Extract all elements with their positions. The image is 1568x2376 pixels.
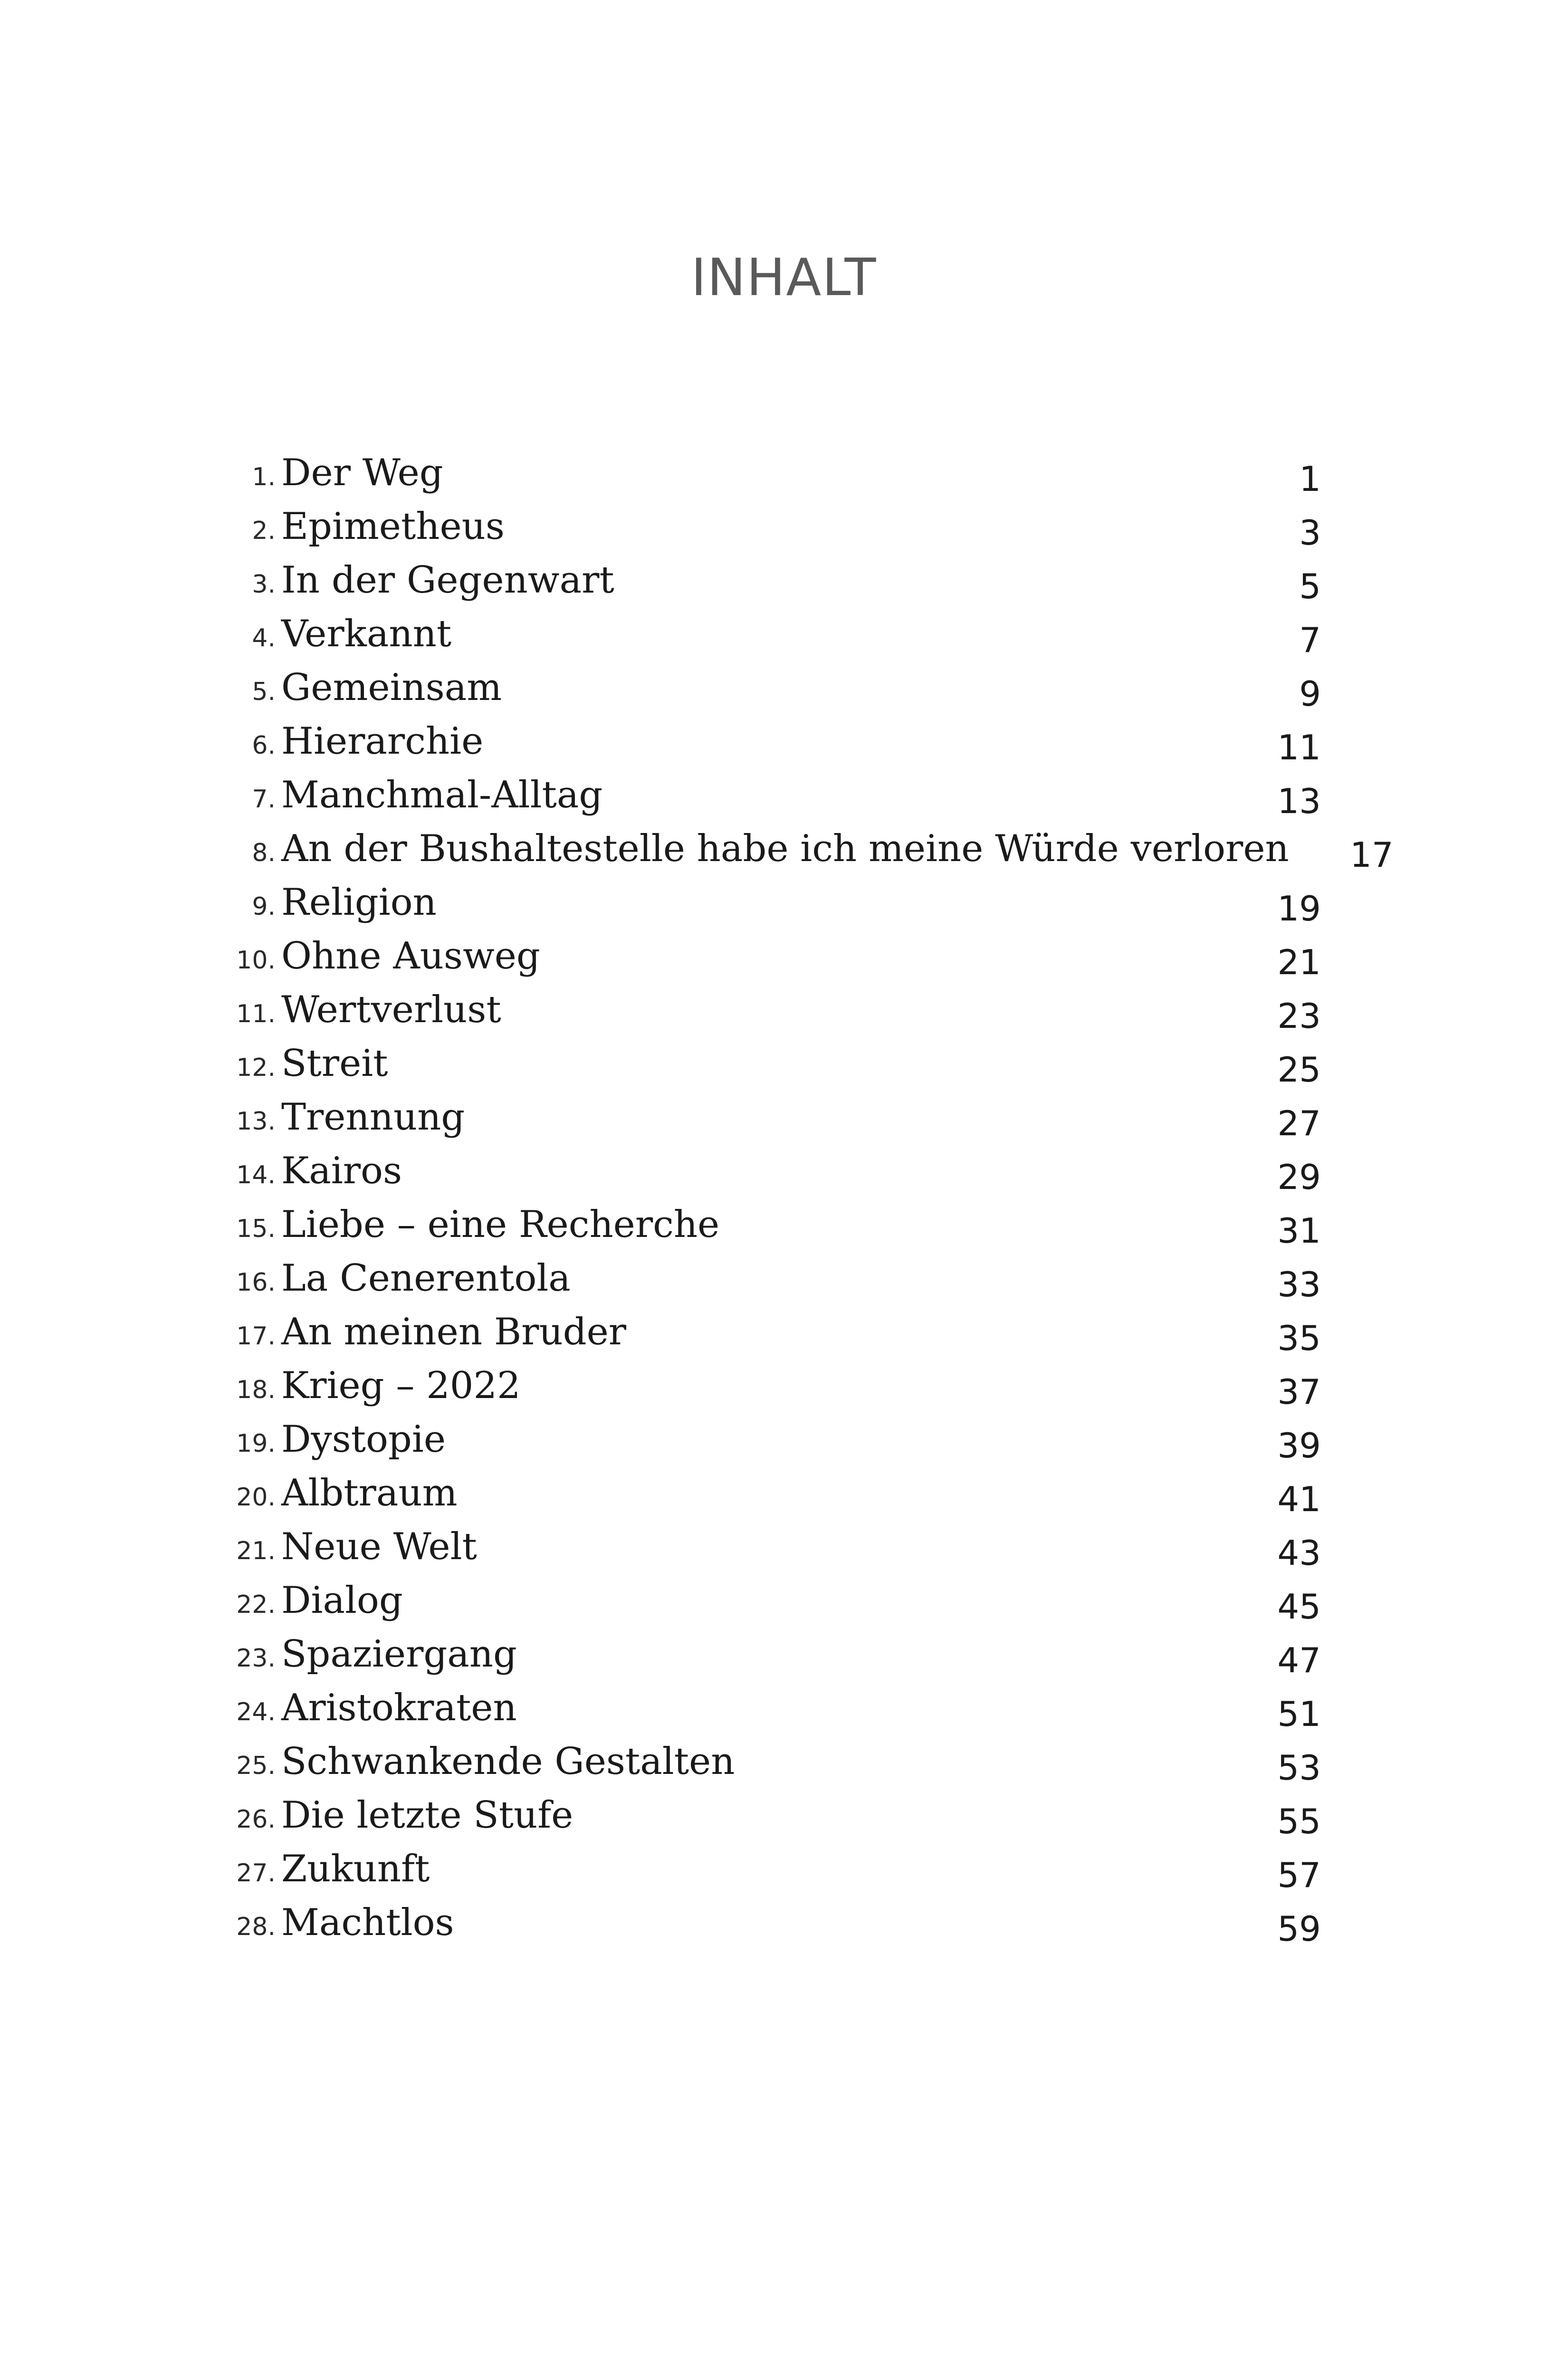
toc-entry-page-number: 59 [1277,1909,1321,1949]
toc-entry-title: Der Weg [281,451,443,494]
toc-entry-title: Dialog [281,1579,403,1622]
toc-entry-number: 12. [236,1054,276,1082]
toc-entry-page-number: 47 [1277,1640,1321,1680]
toc-entry-title: In der Gegenwart [281,559,614,602]
toc-entry [214,1579,1321,1633]
toc-entry [214,1794,1321,1848]
toc-entry-number: 10. [236,946,276,975]
toc-entry-page-number: 13 [1277,781,1321,821]
toc-entry [214,881,1321,935]
toc-entry [214,1418,1321,1472]
toc-entry-page-number: 43 [1277,1533,1321,1573]
toc-entry-page-number: 39 [1277,1426,1321,1466]
toc-entry [214,1633,1321,1686]
toc-entry-title: Verkannt [281,613,452,655]
toc-entry-title: Manchmal-Alltag [281,774,603,816]
toc-entry-number: 15. [236,1215,276,1243]
toc-entry-page-number: 35 [1277,1318,1321,1358]
toc-entry-number: 8. [252,839,276,867]
toc-entry-page-number: 25 [1277,1050,1321,1090]
toc-entry-title: Kairos [281,1150,402,1192]
toc-entry-title: Albtraum [281,1472,458,1514]
toc-entry-title: Streit [281,1042,388,1085]
toc-entry-title: Krieg – 2022 [281,1364,521,1407]
toc-entry [214,1150,1321,1203]
toc-entry [214,451,1321,505]
toc-entry [214,988,1321,1042]
toc-entry-page-number: 57 [1277,1855,1321,1895]
toc-entry-number: 16. [236,1268,276,1297]
toc-entry [214,1472,1321,1525]
toc-entry-page-number: 41 [1277,1479,1321,1519]
toc-entry-page-number: 11 [1277,728,1321,767]
toc-entry-page-number: 1 [1299,459,1321,499]
toc-entry-number: 24. [236,1698,276,1726]
toc-entry-page-number: 45 [1277,1587,1321,1627]
toc-entry-page-number: 33 [1277,1265,1321,1304]
toc-entry [214,1740,1321,1794]
toc-entry-title: Epimetheus [281,505,505,548]
toc-entry-page-number: 5 [1299,566,1321,606]
toc-entry-number: 28. [236,1913,276,1941]
toc-entry-title: Spaziergang [281,1633,517,1676]
toc-entry-page-number: 51 [1277,1694,1321,1734]
toc-entry-title: Dystopie [281,1418,446,1461]
toc-entry-title: Trennung [281,1096,465,1139]
toc-entry-number: 27. [236,1859,276,1887]
toc-entry-number: 14. [236,1161,276,1189]
toc-entry [214,935,1321,988]
toc-entry-number: 7. [252,785,276,814]
toc-entry-title: An meinen Bruder [281,1311,627,1353]
toc-entry-number: 26. [236,1805,276,1834]
toc-entry-page-number: 27 [1277,1103,1321,1143]
toc-entry [214,720,1321,774]
toc-entry-title: Ohne Ausweg [281,935,540,977]
toc-entry-page-number: 31 [1277,1211,1321,1251]
toc-entry-title: Aristokraten [281,1686,517,1729]
toc-entry-title: Neue Welt [281,1525,477,1568]
table-of-contents [214,451,1394,1955]
toc-entry-title: Zukunft [281,1848,430,1890]
toc-entry-number: 19. [236,1429,276,1458]
toc-entry-number: 21. [236,1537,276,1565]
toc-entry-page-number: 7 [1299,620,1321,660]
toc-entry [214,1364,1321,1418]
toc-entry-page-number: 9 [1299,674,1321,714]
toc-entry-number: 6. [252,731,276,760]
toc-entry-title: An der Bushaltestelle habe ich meine Würde verloren [281,827,1289,870]
toc-entry [214,1686,1321,1740]
toc-entry-number: 13. [236,1107,276,1136]
toc-entry [214,1203,1321,1257]
toc-entry-title: La Cenerentola [281,1257,571,1300]
toc-entry-page-number: 3 [1299,513,1321,553]
toc-entry-number: 9. [252,892,276,921]
toc-entry [214,505,1321,559]
toc-entry-title: Machtlos [281,1901,454,1944]
toc-entry-title: Religion [281,881,437,924]
toc-entry [214,1257,1321,1311]
toc-entry-number: 23. [236,1644,276,1673]
toc-entry [214,1042,1321,1096]
toc-entry-title: Die letzte Stufe [281,1794,574,1837]
toc-entry-page-number: 23 [1277,996,1321,1036]
toc-entry-number: 22. [236,1590,276,1619]
toc-entry-number: 4. [252,624,276,652]
toc-entry-number: 18. [236,1376,276,1404]
toc-entry-page-number: 21 [1277,942,1321,982]
toc-entry-number: 5. [252,678,276,706]
toc-entry-title: Gemeinsam [281,666,502,709]
toc-entry-page-number: 37 [1277,1372,1321,1412]
toc-entry [214,1525,1321,1579]
toc-entry-number: 20. [236,1483,276,1512]
toc-entry-page-number: 19 [1277,889,1321,929]
toc-entry-page-number: 17 [1350,835,1394,875]
toc-entry [214,774,1321,827]
toc-entry [214,1311,1321,1364]
toc-entry-title: Wertverlust [281,988,501,1031]
page-title: INHALT [691,248,877,307]
toc-entry-page-number: 53 [1277,1748,1321,1788]
toc-entry [214,827,1394,881]
toc-entry-title: Schwankende Gestalten [281,1740,735,1783]
toc-entry-number: 3. [252,570,276,599]
toc-entry-title: Liebe – eine Recherche [281,1203,720,1246]
toc-entry-number: 2. [252,517,276,545]
toc-entry [214,1096,1321,1150]
toc-entry-number: 1. [252,463,276,491]
toc-entry-page-number: 55 [1277,1801,1321,1841]
toc-entry-number: 25. [236,1752,276,1780]
toc-entry [214,1901,1321,1955]
toc-entry [214,1848,1321,1901]
toc-entry-title: Hierarchie [281,720,484,763]
toc-entry-number: 17. [236,1322,276,1351]
toc-entry [214,559,1321,613]
toc-entry [214,613,1321,666]
toc-entry-page-number: 29 [1277,1157,1321,1197]
toc-entry-number: 11. [236,1000,276,1028]
toc-entry [214,666,1321,720]
